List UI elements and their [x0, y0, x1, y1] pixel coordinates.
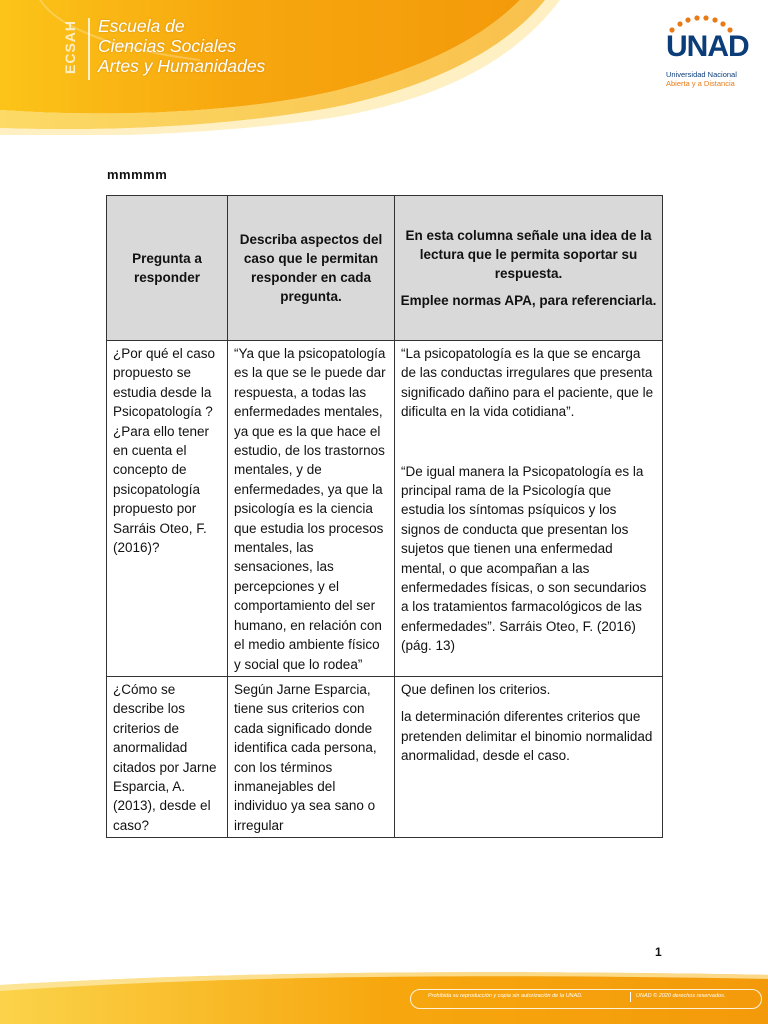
footer-rights: UNAD © 2020 derechos reservados.	[636, 993, 726, 999]
table-row	[107, 676, 663, 837]
school-divider	[88, 18, 90, 80]
header-description: Describa aspectos del caso que le permitan responder en cada pregunta.	[228, 196, 395, 341]
question-table	[106, 195, 663, 838]
logo-subtitle-2: Abierta y a Distancia	[666, 79, 735, 88]
header-support-apa: Emplee normas APA, para referenciarla.	[400, 293, 657, 308]
header-banner	[0, 0, 768, 135]
footer-notice: Prohibida su reproducción y copia sin autorización de la UNAD.	[428, 993, 583, 999]
header-support	[395, 196, 663, 341]
row2-description: Según Jarne Esparcia, tiene sus criterios con cada significado donde identifica cada persona, con los términos inmanejables del individuo ya sea sano o irregular	[228, 676, 395, 837]
footer-banner	[0, 965, 768, 1024]
row2-question: ¿Cómo se describe los criterios de anormalidad citados por Jarne Esparcia, A. (2013), desde el caso?	[107, 676, 228, 837]
row1-question: ¿Por qué el caso propuesto se estudia desde la Psicopatología ? ¿Para ello tener en cuenta el concepto de psicopatología propuesto por Sarráis Oteo, F. (2016)?	[107, 341, 228, 677]
row2-support	[395, 676, 663, 837]
header-support-text: En esta columna señale una idea de la lectura que le permita soportar su respuesta.	[405, 228, 652, 281]
row1-support	[395, 341, 663, 677]
school-line-2: Ciencias Sociales	[98, 36, 237, 56]
school-line-3: Artes y Humanidades	[98, 56, 266, 76]
row2-support-p2: la determinación diferentes criterios que pretenden delimitar el binomio normalidad anormalidad, desde el caso.	[401, 709, 653, 764]
table-row	[107, 341, 663, 677]
document-label: mmmmm	[107, 167, 168, 182]
logo-subtitle-1: Universidad Nacional	[666, 70, 737, 79]
row2-support-p1: Que definen los criterios.	[401, 681, 551, 697]
table-header-row	[107, 196, 663, 341]
school-side-label: ECSAH	[62, 20, 78, 75]
unad-logo	[652, 14, 756, 94]
page-number: 1	[655, 945, 662, 959]
footer-separator	[630, 992, 631, 1002]
footer-notice-pill	[410, 989, 762, 1009]
school-line-1: Escuela de	[98, 16, 185, 36]
logo-wordmark: UNAD	[666, 30, 749, 63]
row1-support-p1: “La psicopatología es la que se encarga de las conductas irregulares que presenta significado dañino para el paciente, que le dificulta en la vida cotidiana”.	[401, 346, 654, 420]
row1-support-p2: “De igual manera la Psicopatología es la principal rama de la Psicología que estudia los síntomas psíquicos y los signos de conducta que presentan los sujetos que tienen una enfermedad mental, o que acompañan a las enfermedades físicas, o son secundarios a los tratamientos farmacológicos de las enfermedades”. Sarráis Oteo, F. (2016) (pág. 13)	[401, 463, 647, 654]
header-question: Pregunta a responder	[107, 196, 228, 341]
row1-description: “Ya que la psicopatología es la que se le puede dar respuesta, a todas las enfermedades mentales, ya que es la que hace el estudio, de los trastornos mentales, y de enfermedades, ya que la psicología es la ciencia que estudia los procesos mentales, las sensaciones, las percepciones y el comportamiento del ser humano, en relación con el medio ambiente físico y social que lo rodea”	[228, 341, 395, 677]
